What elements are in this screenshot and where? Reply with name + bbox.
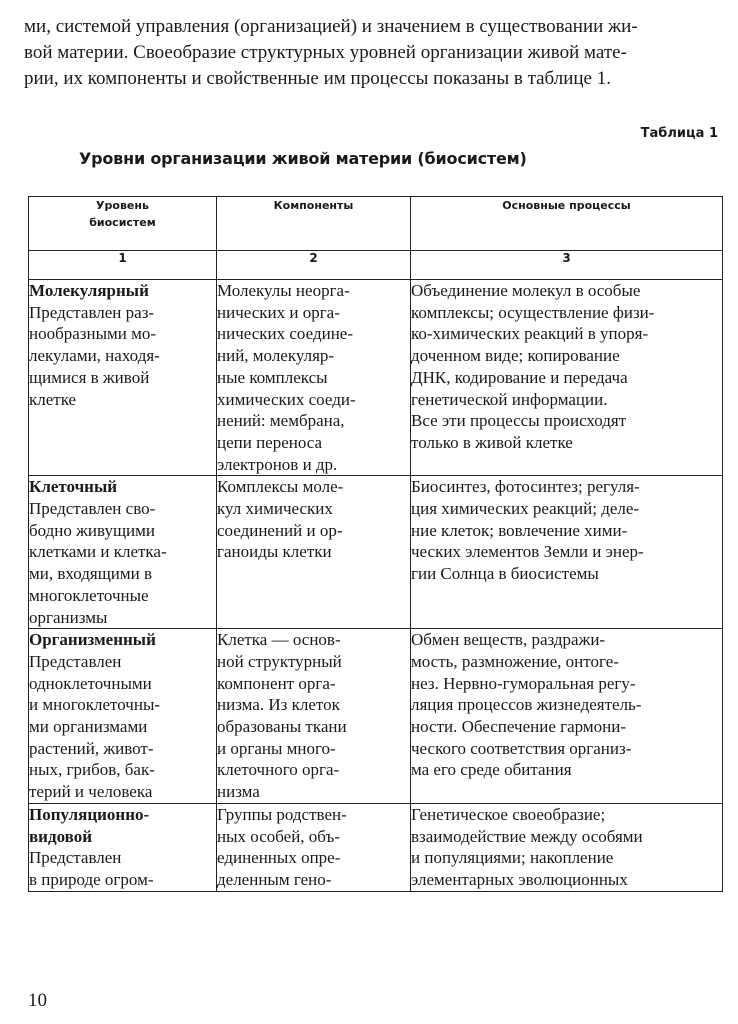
processes-line: ция химических реакций; деле-	[411, 499, 640, 519]
processes-cell	[411, 476, 723, 629]
processes-line: генетической информации.	[411, 389, 608, 409]
components-line: Клетка — основ-	[217, 630, 341, 650]
components-line: Группы родствен-	[217, 804, 347, 824]
intro-line: вой материи. Своеобразие структурных уровней организации живой мате-	[24, 42, 627, 63]
components-cell	[217, 280, 411, 476]
components-line: ний, молекуляр-	[217, 346, 335, 366]
components-line: Комплексы моле-	[217, 477, 344, 497]
components-line: клеточного орга-	[217, 760, 340, 780]
level-description-line: нообразными мо-	[29, 324, 157, 344]
processes-line: Все эти процессы происходят	[411, 411, 627, 431]
components-cell	[217, 629, 411, 804]
column-number-row	[29, 251, 723, 280]
processes-line: Генетическое своеобразие;	[411, 804, 606, 824]
level-description-line: одноклеточными	[29, 673, 152, 693]
components-line: электронов и др.	[217, 454, 338, 474]
level-description-line: организмы	[29, 607, 108, 627]
level-name: Молекулярный	[29, 281, 149, 300]
processes-cell	[411, 803, 723, 891]
levels-table	[28, 196, 723, 892]
column-header-processes	[411, 197, 723, 251]
processes-cell	[411, 629, 723, 804]
components-cell	[217, 803, 411, 891]
intro-line: рии, их компоненты и свойственные им процессы показаны в таблице 1.	[24, 68, 611, 89]
level-description-line: щимися в живой	[29, 367, 150, 387]
processes-line: ма его среде обитания	[411, 760, 572, 780]
column-number: 1	[29, 251, 217, 280]
processes-line: ческого соответствия организ-	[411, 738, 632, 758]
processes-line: Объединение молекул в особые	[411, 281, 641, 300]
table-row	[29, 629, 723, 804]
components-line: единенных опре-	[217, 848, 341, 868]
level-description-line: в природе огром-	[29, 869, 154, 889]
level-description-line: лекулами, находя-	[29, 346, 160, 366]
components-line: низма. Из клеток	[217, 695, 340, 715]
table-row	[29, 280, 723, 476]
level-description-line: Представлен сво-	[29, 499, 156, 519]
components-line: химических соеди-	[217, 389, 356, 409]
level-description-line: бодно живущими	[29, 520, 155, 540]
column-header-line: биосистем	[89, 216, 156, 229]
processes-line: комплексы; осуществление физи-	[411, 302, 655, 322]
components-line: кул химических	[217, 499, 333, 519]
components-line: компонент орга-	[217, 673, 336, 693]
processes-line: ности. Обеспечение гармони-	[411, 717, 626, 737]
table-title: Уровни организации живой материи (биосистем)	[79, 149, 527, 168]
level-name: Популяционно-	[29, 804, 150, 824]
components-line: и органы много-	[217, 738, 336, 758]
processes-line: ляция процессов жизнедеятель-	[411, 695, 642, 715]
level-description-line: растений, живот-	[29, 738, 154, 758]
components-line: образованы ткани	[217, 717, 347, 737]
column-header-level	[29, 197, 217, 251]
processes-line: Обмен веществ, раздражи-	[411, 630, 606, 650]
column-header-components	[217, 197, 411, 251]
processes-line: доченном виде; копирование	[411, 346, 620, 366]
level-cell	[29, 280, 217, 476]
processes-line: и популяциями; накопление	[411, 848, 614, 868]
level-name: Организменный	[29, 630, 156, 650]
components-line: нических соедине-	[217, 324, 353, 344]
components-line: нических и орга-	[217, 302, 340, 322]
level-cell	[29, 629, 217, 804]
level-name: видовой	[29, 826, 93, 846]
intro-line: ми, системой управления (организацией) и значением в существовании жи-	[24, 16, 638, 37]
processes-line: взаимодействие между особями	[411, 826, 643, 846]
level-description-line: Представлен	[29, 651, 122, 671]
column-header-line: Основные процессы	[502, 199, 631, 212]
level-description-line: терий и человека	[29, 782, 153, 802]
processes-line: ческих элементов Земли и энер-	[411, 542, 644, 562]
components-cell	[217, 476, 411, 629]
level-cell	[29, 803, 217, 891]
components-line: ганоиды клетки	[217, 542, 332, 562]
processes-line: ДНК, кодирование и передача	[411, 367, 628, 387]
level-description-line: ми, входящими в	[29, 564, 153, 584]
level-description-line: Представлен раз-	[29, 302, 155, 322]
components-line: деленным гено-	[217, 869, 332, 889]
processes-cell	[411, 280, 723, 476]
processes-line: ко-химических реакций в упоря-	[411, 324, 649, 344]
level-description-line: многоклеточные	[29, 585, 149, 605]
processes-line: только в живой клетке	[411, 432, 573, 452]
column-header-line: Уровень	[96, 199, 149, 212]
level-description-line: и многоклеточны-	[29, 695, 161, 715]
level-cell	[29, 476, 217, 629]
column-header-line: Компоненты	[273, 199, 354, 212]
components-line: ной структурный	[217, 651, 342, 671]
header-row	[29, 197, 723, 251]
processes-line: гии Солнца в биосистемы	[411, 564, 599, 584]
intro-paragraph	[24, 14, 714, 92]
level-description-line: Представлен	[29, 848, 122, 868]
level-description-line: клетками и клетка-	[29, 542, 167, 562]
table-row	[29, 803, 723, 891]
components-line: нений: мембрана,	[217, 411, 345, 431]
components-line: низма	[217, 782, 260, 802]
processes-line: мость, размножение, онтоге-	[411, 651, 619, 671]
table-label: Таблица 1	[640, 126, 718, 141]
processes-line: элементарных эволюционных	[411, 869, 628, 889]
components-line: ных особей, объ-	[217, 826, 340, 846]
processes-line: нез. Нервно-гуморальная регу-	[411, 673, 636, 693]
level-description-line: ных, грибов, бак-	[29, 760, 155, 780]
processes-line: ние клеток; вовлечение хими-	[411, 520, 628, 540]
components-line: соединений и ор-	[217, 520, 343, 540]
components-line: цепи переноса	[217, 432, 323, 452]
level-description-line: ми организмами	[29, 717, 148, 737]
page-number: 10	[28, 990, 47, 1011]
level-name: Клеточный	[29, 477, 118, 497]
components-line: ные комплексы	[217, 367, 328, 387]
level-description-line: клетке	[29, 389, 77, 409]
processes-line: Биосинтез, фотосинтез; регуля-	[411, 477, 640, 497]
table-row	[29, 476, 723, 629]
column-number: 3	[411, 251, 723, 280]
column-number: 2	[217, 251, 411, 280]
components-line: Молекулы неорга-	[217, 281, 350, 300]
